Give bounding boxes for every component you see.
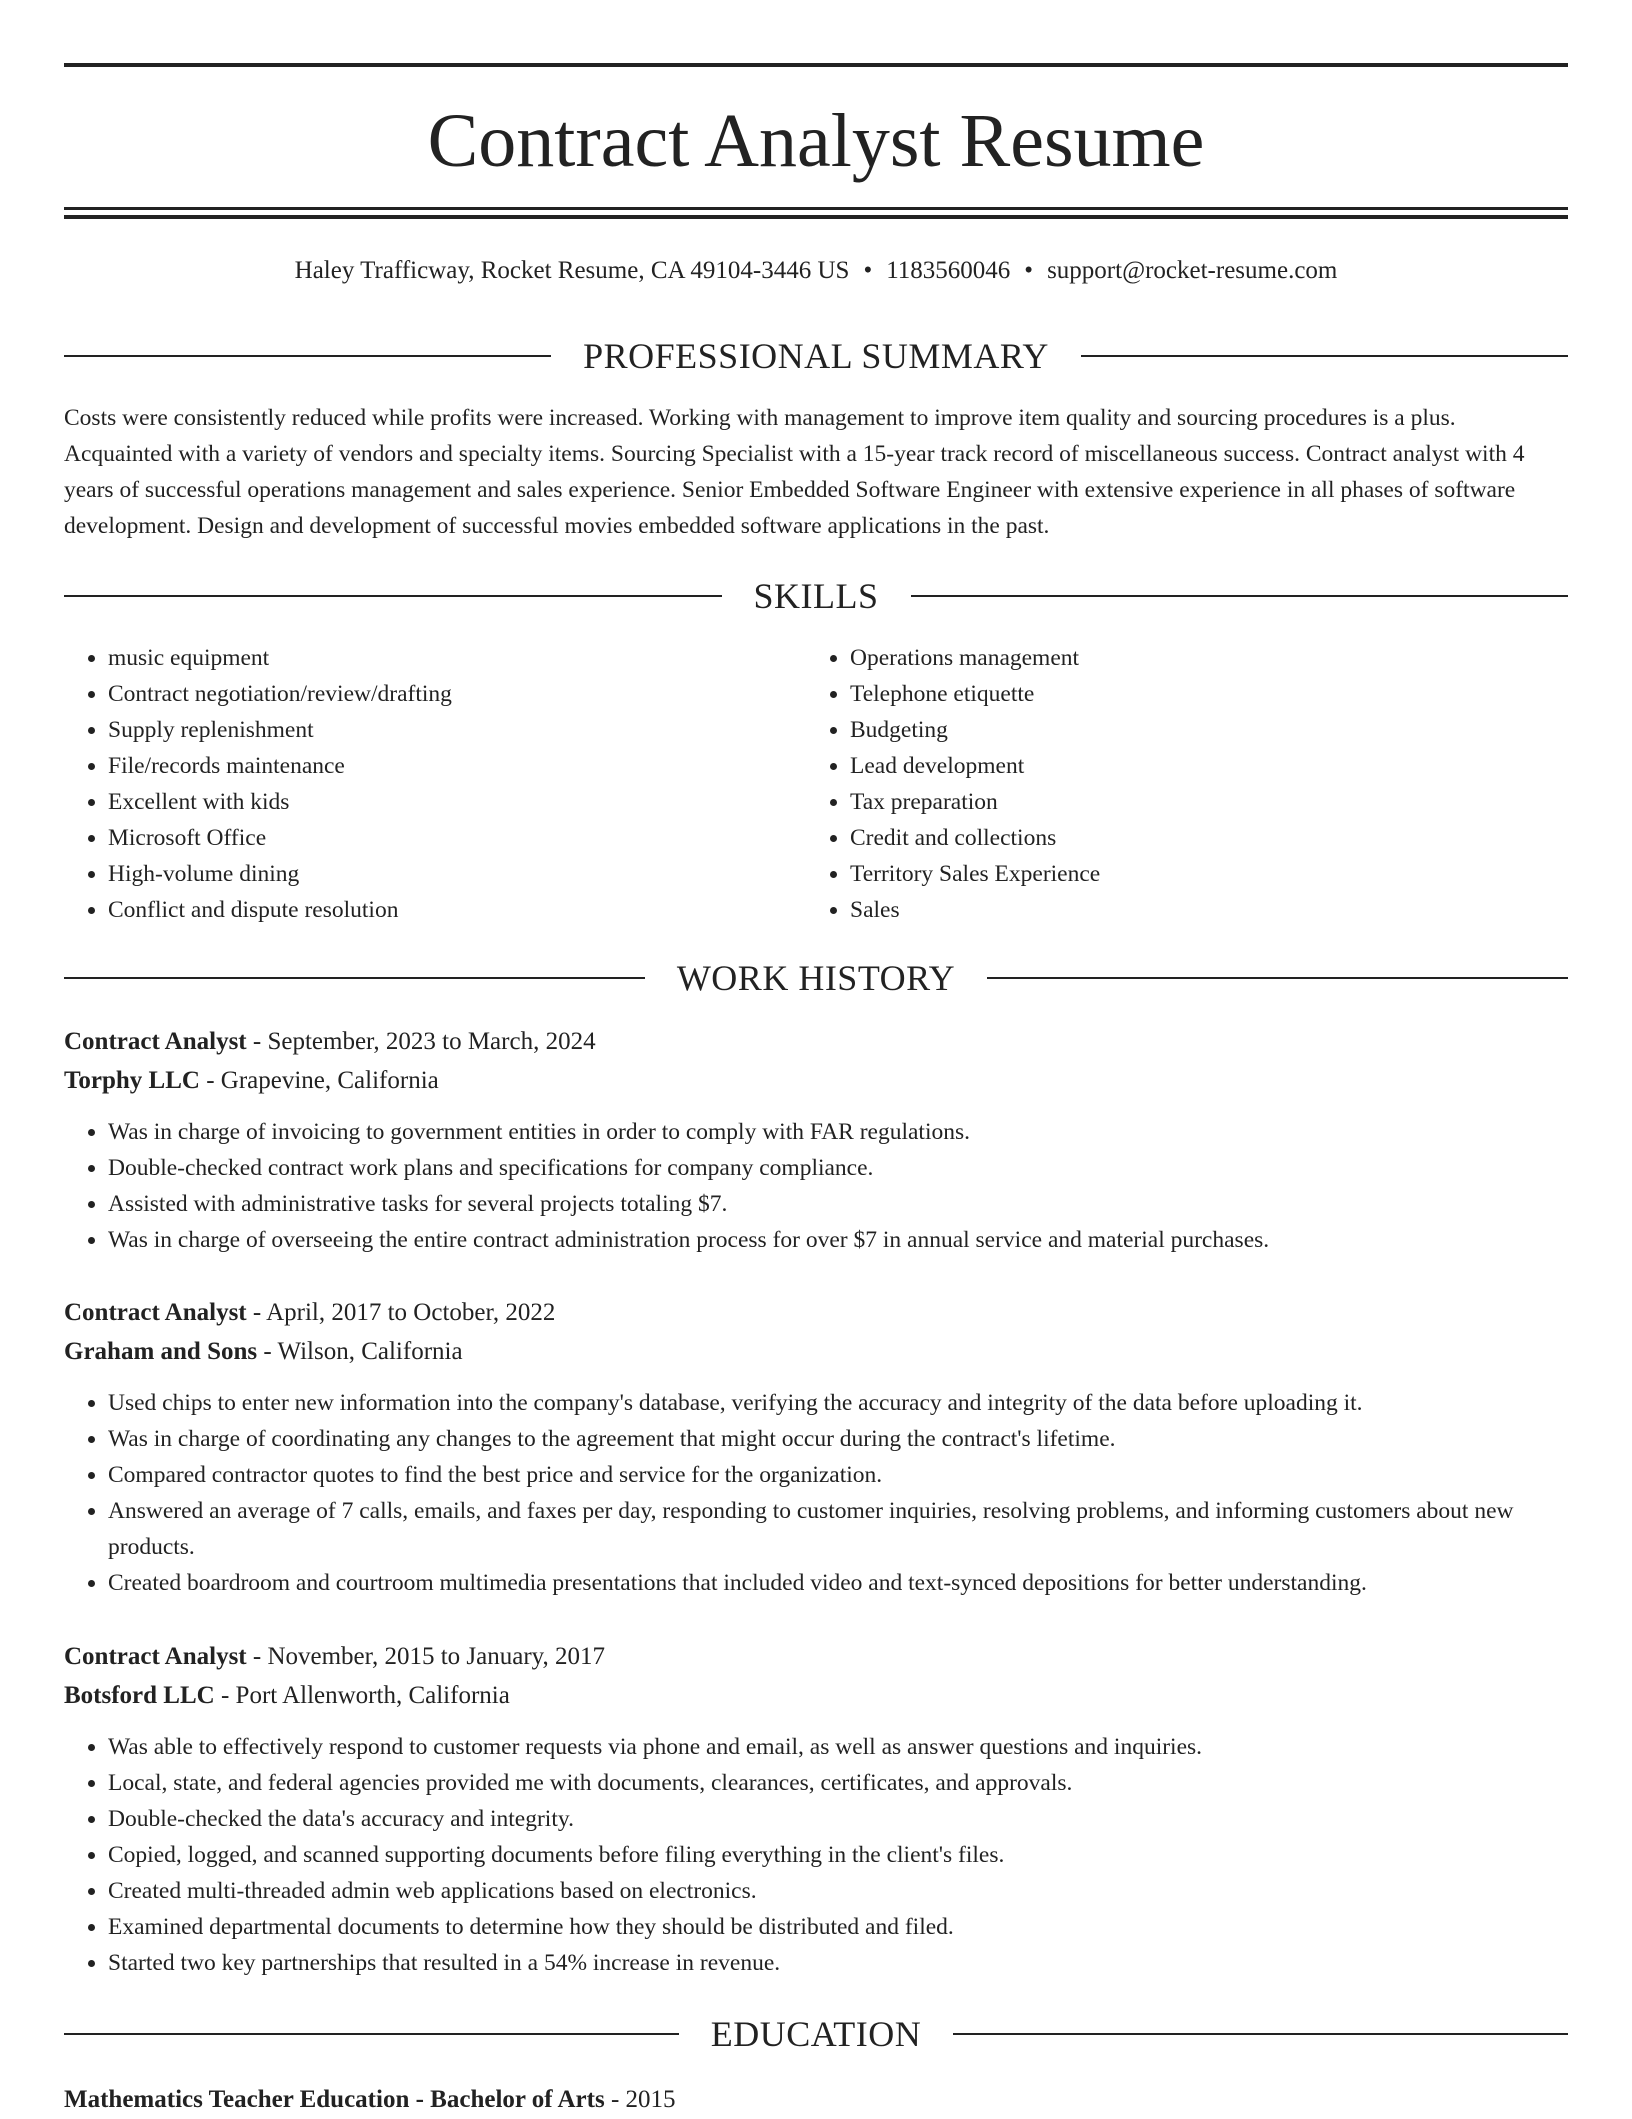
skills-column-right (806, 640, 1548, 928)
job-bullet: • Double-checked contract work plans and specifications for company compliance. (108, 1150, 1568, 1186)
job-company-line (64, 1332, 1568, 1371)
skill-item: • Excellent with kids (108, 784, 806, 820)
skill-item: • Microsoft Office (108, 820, 806, 856)
skill-item: • File/records maintenance (108, 748, 806, 784)
job-company: Torphy LLC (64, 1067, 200, 1094)
job-bullet: • Created multi-threaded admin web applications based on electronics. (108, 1873, 1568, 1909)
contact-phone: 1183560046 (886, 257, 1011, 284)
job-location: - Grapevine, California (199, 1067, 439, 1094)
job-bullet: • Created boardroom and courtroom multimedia presentations that included video and text-synced depositions for better understanding. (108, 1565, 1568, 1601)
contact-address: Haley Trafficway, Rocket Resume, CA 49104-3446 US (294, 257, 850, 284)
job-bullet: • Assisted with administrative tasks for several projects totaling $7. (108, 1186, 1568, 1222)
skills-right-list (806, 640, 1548, 928)
job-bullet: • Local, state, and federal agencies provided me with documents, clearances, certificates, and approvals. (108, 1765, 1568, 1801)
skill-item: • Sales (850, 892, 1548, 928)
section-rule (64, 2033, 679, 2035)
job-title: Contract Analyst (64, 1299, 247, 1326)
job-dates: - November, 2015 to January, 2017 (246, 1643, 606, 1670)
contact-line (64, 254, 1568, 288)
skill-item: • Territory Sales Experience (850, 856, 1548, 892)
section-header-summary (64, 336, 1568, 376)
skill-item: • Telephone etiquette (850, 676, 1548, 712)
education-degree: Mathematics Teacher Education - Bachelor of Arts (64, 2086, 605, 2113)
job-entry (64, 1293, 1568, 1601)
skill-item: • Credit and collections (850, 820, 1548, 856)
job-bullet: • Compared contractor quotes to find the best price and service for the organization. (108, 1457, 1568, 1493)
job-company-line (64, 1676, 1568, 1715)
section-title: PROFESSIONAL SUMMARY (583, 336, 1049, 376)
section-rule (1081, 355, 1568, 357)
job-title: Contract Analyst (64, 1643, 247, 1670)
job-company: Graham and Sons (64, 1338, 258, 1365)
resume-title: Contract Analyst Resume (427, 99, 1205, 183)
title-double-rule-lower (64, 215, 1568, 219)
contact-email: support@rocket-resume.com (1047, 257, 1338, 284)
contact-separator: • (863, 257, 873, 284)
job-location: - Port Allenworth, California (214, 1682, 510, 1709)
section-rule (64, 595, 722, 597)
section-rule (64, 977, 645, 979)
job-title: Contract Analyst (64, 1028, 247, 1055)
skill-item: • Conflict and dispute resolution (108, 892, 806, 928)
job-title-line (64, 1293, 1568, 1332)
skill-item: • Contract negotiation/review/drafting (108, 676, 806, 712)
job-bullet: • Answered an average of 7 calls, emails, and faxes per day, responding to customer inquiries, resolving problems, and informing customers about new products. (108, 1493, 1568, 1565)
title-double-rule-upper (64, 207, 1568, 210)
summary-text: Costs were consistently reduced while profits were increased. Working with management to improve item quality and sourcing procedures is a plus. Acquainted with a variety of vendors and specialty items. Sourcing Specialist with a 15-year track record of miscellaneous success. Contract analyst with 4 years of successful operations management and sales experience. Senior Embedded Software Engineer with extensive experience in all phases of software development. Design and development of successful movies embedded software applications in the past. (64, 405, 1525, 539)
job-title-line (64, 1637, 1568, 1676)
education-entry (64, 2080, 1568, 2119)
section-rule (64, 355, 551, 357)
job-bullet: • Examined departmental documents to determine how they should be distributed and filed. (108, 1909, 1568, 1945)
top-rule (64, 63, 1568, 67)
job-bullet: • Was in charge of coordinating any changes to the agreement that might occur during the contract's lifetime. (108, 1421, 1568, 1457)
skill-item: • Supply replenishment (108, 712, 806, 748)
skills-column-left (64, 640, 806, 928)
contact-separator: • (1024, 257, 1034, 284)
skill-item: • music equipment (108, 640, 806, 676)
skill-item: • Budgeting (850, 712, 1548, 748)
section-header-work (64, 958, 1568, 998)
section-header-education (64, 2014, 1568, 2054)
skills-list (64, 640, 1568, 928)
section-rule (987, 977, 1568, 979)
job-bullets (64, 1385, 1568, 1601)
job-bullet: • Copied, logged, and scanned supporting documents before filing everything in the client's files. (108, 1837, 1568, 1873)
skill-item: • High-volume dining (108, 856, 806, 892)
section-header-skills (64, 576, 1568, 616)
job-entry (64, 1022, 1568, 1258)
job-bullet: • Was able to effectively respond to customer requests via phone and email, as well as answer questions and inquiries. (108, 1729, 1568, 1765)
job-company-line (64, 1061, 1568, 1100)
job-title-line (64, 1022, 1568, 1061)
skills-left-list (64, 640, 806, 928)
skill-item: • Operations management (850, 640, 1548, 676)
section-rule (911, 595, 1569, 597)
skill-item: • Tax preparation (850, 784, 1548, 820)
job-bullets (64, 1729, 1568, 1981)
job-bullet: • Used chips to enter new information into the company's database, verifying the accuracy and integrity of the data before uploading it. (108, 1385, 1568, 1421)
job-entry (64, 1637, 1568, 1981)
education-year: - 2015 (604, 2086, 676, 2113)
job-bullet: • Double-checked the data's accuracy and integrity. (108, 1801, 1568, 1837)
section-rule (953, 2033, 1568, 2035)
skill-item: • Lead development (850, 748, 1548, 784)
job-bullet: • Was in charge of overseeing the entire contract administration process for over $7 in annual service and material purchases. (108, 1222, 1568, 1258)
job-bullets (64, 1114, 1568, 1258)
job-bullet: • Started two key partnerships that resulted in a 54% increase in revenue. (108, 1945, 1568, 1981)
job-company: Botsford LLC (64, 1682, 215, 1709)
job-location: - Wilson, California (257, 1338, 463, 1365)
job-dates: - April, 2017 to October, 2022 (246, 1299, 556, 1326)
section-title: WORK HISTORY (676, 958, 956, 998)
section-title: SKILLS (753, 576, 879, 616)
job-dates: - September, 2023 to March, 2024 (246, 1028, 596, 1055)
section-title: EDUCATION (710, 2014, 922, 2054)
job-bullet: • Was in charge of invoicing to government entities in order to comply with FAR regulations. (108, 1114, 1568, 1150)
